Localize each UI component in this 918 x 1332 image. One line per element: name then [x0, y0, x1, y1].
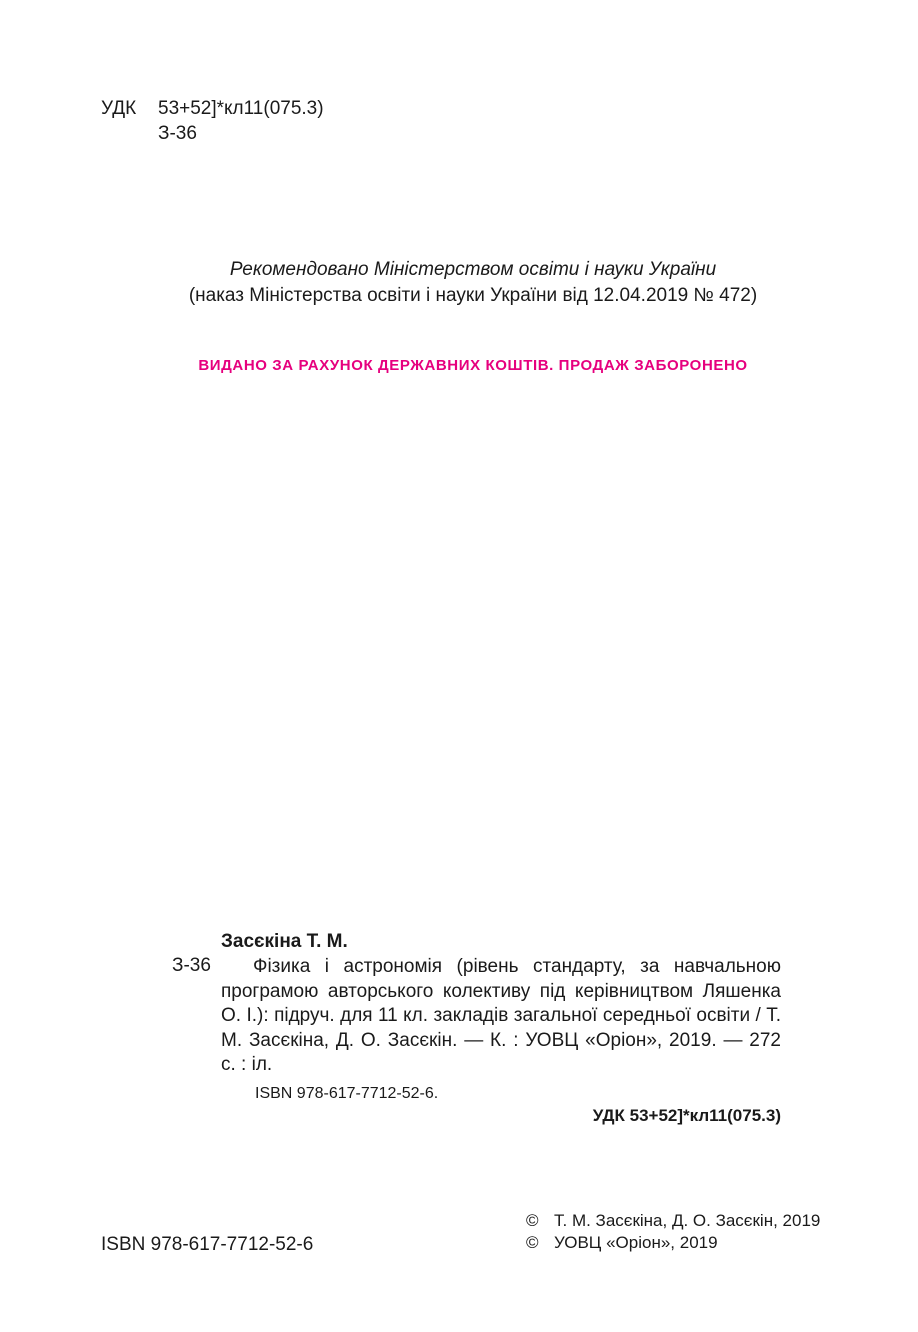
copyright-symbol: © — [526, 1211, 539, 1230]
catalog-sign: З-36 — [172, 955, 211, 976]
catalog-udk: УДК 53+52]*кл11(075.3) — [592, 1106, 781, 1125]
catalog-isbn: ISBN 978-617-7712-52-6. — [255, 1085, 439, 1102]
copyright-authors — [526, 1211, 820, 1231]
udk-code: 53+52]*кл11(075.3) — [158, 98, 324, 119]
catalog-description — [221, 955, 781, 1078]
recommendation-title: Рекомендовано Міністерством освіти і науки України — [229, 259, 717, 280]
author-sign: З-36 — [158, 123, 197, 144]
isbn: ISBN 978-617-7712-52-6 — [101, 1234, 314, 1255]
copyright-symbol: © — [526, 1233, 539, 1252]
udk-label: УДК — [101, 98, 137, 119]
catalog-description-text: Фізика і астрономія (рівень стандарту, за навчальною програмою авторського колективу під керівництвом Ляшенка О. І.): підруч. для 11 кл. закладів загальної середньої освіти / Т. М. Засєкіна, Д. О. Засєкін. — К. : УОВЦ «Оріон», 2019. — 272 с. : іл. — [221, 956, 781, 1075]
free-distribution-notice: ВИДАНО ЗА РАХУНОК ДЕРЖАВНИХ КОШТІВ. ПРОДАЖ ЗАБОРОНЕНО — [198, 357, 748, 374]
copyright-text: Т. М. Засєкіна, Д. О. Засєкін, 2019 — [554, 1211, 821, 1230]
copyright-publisher — [526, 1233, 718, 1253]
recommendation-order: (наказ Міністерства освіти і науки України від 12.04.2019 № 472) — [188, 285, 758, 306]
copyright-text: УОВЦ «Оріон», 2019 — [554, 1233, 718, 1252]
catalog-author: Засєкіна Т. М. — [221, 931, 348, 952]
